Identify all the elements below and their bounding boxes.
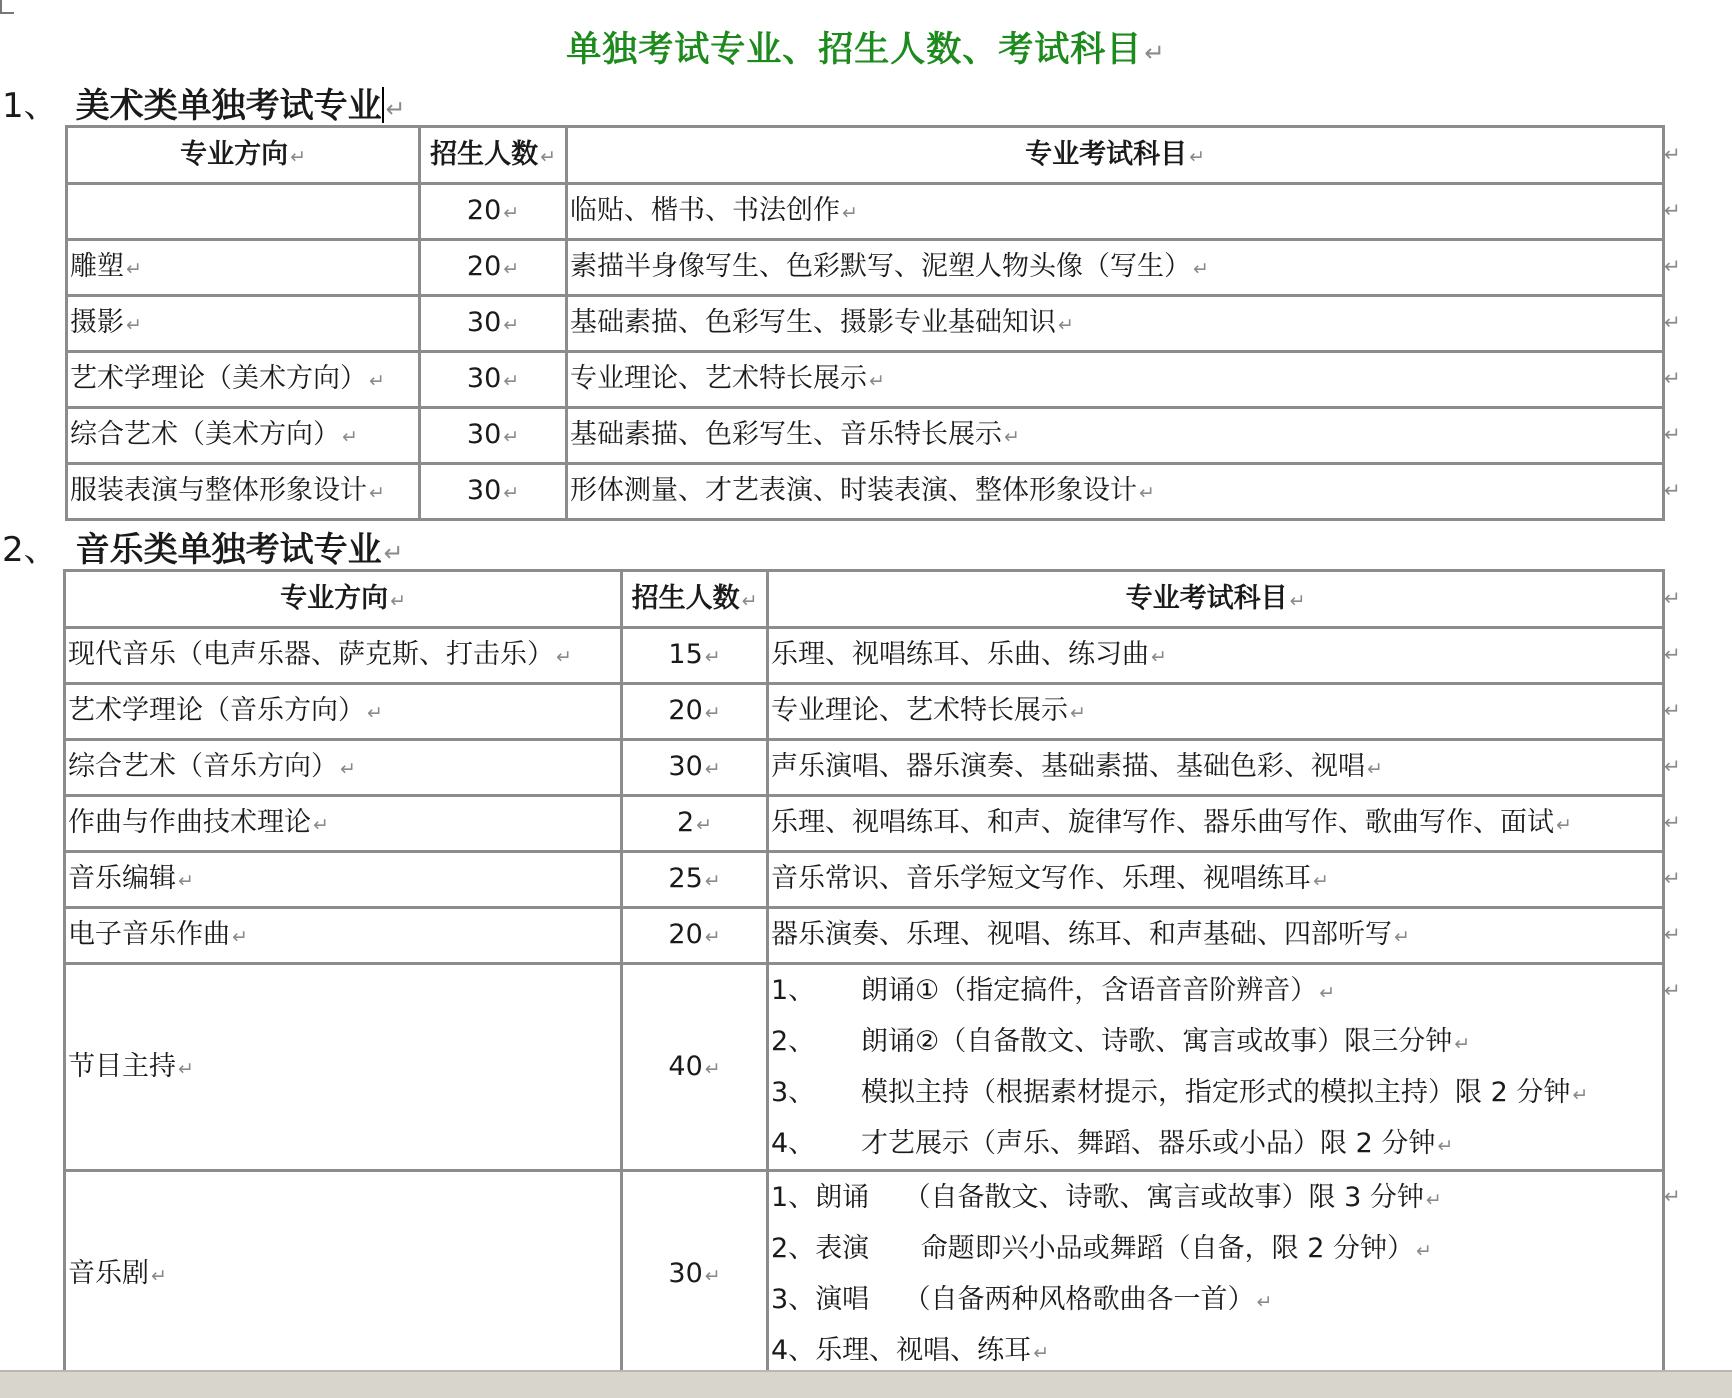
list-item: 1、朗诵 （自备散文、诗歌、寓言或故事）限 3 分钟 ↵	[771, 1182, 1442, 1213]
table-row	[67, 296, 1664, 352]
cell-major[interactable]: 艺术学理论（音乐方向） ↵	[65, 684, 622, 740]
table-row	[67, 240, 1664, 296]
paragraph-mark-icon: ↵	[385, 95, 406, 123]
cell-count[interactable]: 20 ↵	[420, 184, 567, 240]
list-item: 2、 朗诵②（自备散文、诗歌、寓言或故事）限三分钟 ↵	[771, 1026, 1471, 1057]
cell-subjects[interactable]: 音乐常识、音乐学短文写作、乐理、视唱练耳 ↵	[768, 852, 1664, 908]
table-row	[65, 908, 1664, 964]
cell-major[interactable]: 综合艺术（美术方向） ↵	[67, 408, 420, 464]
table-row	[65, 964, 1664, 1171]
section-title: 美术类单独考试专业	[75, 86, 382, 126]
row-end-mark-icon: ↵	[1664, 866, 1681, 890]
cell-subjects[interactable]: 专业理论、艺术特长展示 ↵	[567, 352, 1664, 408]
cell-count[interactable]: 20 ↵	[420, 240, 567, 296]
cell-major[interactable]: 现代音乐（电声乐器、萨克斯、打击乐） ↵	[65, 628, 622, 684]
cell-subjects[interactable]: 临贴、楷书、书法创作 ↵	[567, 184, 1664, 240]
cell-count[interactable]: 30 ↵	[420, 352, 567, 408]
cell-subjects[interactable]: 声乐演唱、器乐演奏、基础素描、基础色彩、视唱 ↵	[768, 740, 1664, 796]
row-end-mark-icon: ↵	[1664, 422, 1681, 446]
cell-major[interactable]: 艺术学理论（美术方向） ↵	[67, 352, 420, 408]
row-end-mark-icon: ↵	[1664, 586, 1681, 610]
cell-count[interactable]: 40 ↵	[622, 964, 768, 1171]
cell-subjects[interactable]: 乐理、视唱练耳、乐曲、练习曲 ↵	[768, 628, 1664, 684]
cell-major[interactable]: 摄影 ↵	[67, 296, 420, 352]
table-row	[65, 796, 1664, 852]
cell-subjects[interactable]	[768, 964, 1664, 1171]
table-row	[67, 352, 1664, 408]
cell-subjects[interactable]: 基础素描、色彩写生、音乐特长展示 ↵	[567, 408, 1664, 464]
table-row	[65, 740, 1664, 796]
cell-count[interactable]: 15 ↵	[622, 628, 768, 684]
row-end-mark-icon: ↵	[1664, 198, 1681, 222]
art-exam-table	[65, 125, 1665, 521]
table-row	[67, 464, 1664, 520]
header-count: 招生人数 ↵	[420, 127, 567, 184]
header-subjects: 专业考试科目 ↵	[768, 571, 1664, 628]
list-item: 4、 才艺展示（声乐、舞蹈、器乐或小品）限 2 分钟 ↵	[771, 1128, 1454, 1159]
row-end-mark-icon: ↵	[1664, 142, 1681, 166]
table-header-row	[65, 571, 1664, 628]
row-end-mark-icon: ↵	[1664, 478, 1681, 502]
header-major: 专业方向 ↵	[67, 127, 420, 184]
list-item: 3、演唱 （自备两种风格歌曲各一首） ↵	[771, 1284, 1273, 1315]
row-end-mark-icon: ↵	[1664, 366, 1681, 390]
table-row	[65, 628, 1664, 684]
cell-subjects[interactable]	[768, 1171, 1664, 1378]
row-end-mark-icon: ↵	[1664, 922, 1681, 946]
section-number: 2、	[2, 530, 58, 570]
text-cursor	[382, 87, 384, 123]
cell-subjects[interactable]: 乐理、视唱练耳、和声、旋律写作、器乐曲写作、歌曲写作、面试 ↵	[768, 796, 1664, 852]
cell-count[interactable]: 30 ↵	[420, 408, 567, 464]
cell-count[interactable]: 25 ↵	[622, 852, 768, 908]
row-end-mark-icon: ↵	[1664, 978, 1681, 1002]
cell-major[interactable]: 作曲与作曲技术理论 ↵	[65, 796, 622, 852]
row-end-mark-icon: ↵	[1664, 310, 1681, 334]
cell-subjects[interactable]: 专业理论、艺术特长展示 ↵	[768, 684, 1664, 740]
cell-major[interactable]: 综合艺术（音乐方向） ↵	[65, 740, 622, 796]
row-end-mark-icon: ↵	[1664, 254, 1681, 278]
row-end-mark-icon: ↵	[1664, 810, 1681, 834]
list-item: 4、乐理、视唱、练耳 ↵	[771, 1335, 1050, 1366]
document-title[interactable]: 单独考试专业、招生人数、考试科目↵	[566, 30, 1166, 70]
cell-subjects[interactable]: 器乐演奏、乐理、视唱、练耳、和声基础、四部听写 ↵	[768, 908, 1664, 964]
cell-count[interactable]: 30 ↵	[420, 296, 567, 352]
header-major: 专业方向 ↵	[65, 571, 622, 628]
table-header-row	[67, 127, 1664, 184]
cell-subjects[interactable]: 基础素描、色彩写生、摄影专业基础知识 ↵	[567, 296, 1664, 352]
list-item: 2、表演 命题即兴小品或舞蹈（自备，限 2 分钟） ↵	[771, 1233, 1432, 1264]
list-item: 1、 朗诵①（指定搞件，含语音音阶辨音） ↵	[771, 975, 1336, 1006]
cell-subjects[interactable]: 素描半身像写生、色彩默写、泥塑人物头像（写生） ↵	[567, 240, 1664, 296]
cell-major[interactable]: 电子音乐作曲 ↵	[65, 908, 622, 964]
table-row	[65, 1171, 1664, 1378]
row-end-mark-icon: ↵	[1664, 754, 1681, 778]
section-1-heading[interactable]	[2, 78, 406, 127]
cell-count[interactable]: 20 ↵	[622, 908, 768, 964]
cell-major[interactable]: 服装表演与整体形象设计 ↵	[67, 464, 420, 520]
cell-count[interactable]: 30 ↵	[420, 464, 567, 520]
cell-major[interactable]: 音乐剧 ↵	[65, 1171, 622, 1378]
cell-count[interactable]: 20 ↵	[622, 684, 768, 740]
section-2-heading[interactable]	[2, 522, 404, 571]
cell-major[interactable]: 音乐编辑 ↵	[65, 852, 622, 908]
cell-count[interactable]: 30 ↵	[622, 1171, 768, 1378]
cell-major[interactable]: 节目主持 ↵	[65, 964, 622, 1171]
table-row	[67, 408, 1664, 464]
music-exam-table	[63, 569, 1665, 1379]
table-row	[65, 684, 1664, 740]
cell-count[interactable]: 2 ↵	[622, 796, 768, 852]
paragraph-mark-icon: ↵	[383, 539, 404, 567]
header-count: 招生人数 ↵	[622, 571, 768, 628]
row-end-mark-icon: ↵	[1664, 1184, 1681, 1208]
table-row	[65, 852, 1664, 908]
cell-major[interactable]: 雕塑 ↵	[67, 240, 420, 296]
section-number: 1、	[2, 86, 58, 126]
horizontal-scrollbar[interactable]	[0, 1370, 1732, 1398]
cell-count[interactable]: 30 ↵	[622, 740, 768, 796]
row-end-mark-icon: ↵	[1664, 642, 1681, 666]
header-subjects: 专业考试科目 ↵	[567, 127, 1664, 184]
cell-major[interactable]	[67, 184, 420, 240]
paragraph-mark-icon: ↵	[1144, 38, 1166, 67]
table-row	[67, 184, 1664, 240]
page-corner-marker	[0, 0, 14, 14]
cell-subjects[interactable]: 形体测量、才艺表演、时装表演、整体形象设计 ↵	[567, 464, 1664, 520]
row-end-mark-icon: ↵	[1664, 698, 1681, 722]
section-title: 音乐类单独考试专业	[75, 530, 382, 570]
list-item: 3、 模拟主持（根据素材提示，指定形式的模拟主持）限 2 分钟 ↵	[771, 1077, 1589, 1108]
